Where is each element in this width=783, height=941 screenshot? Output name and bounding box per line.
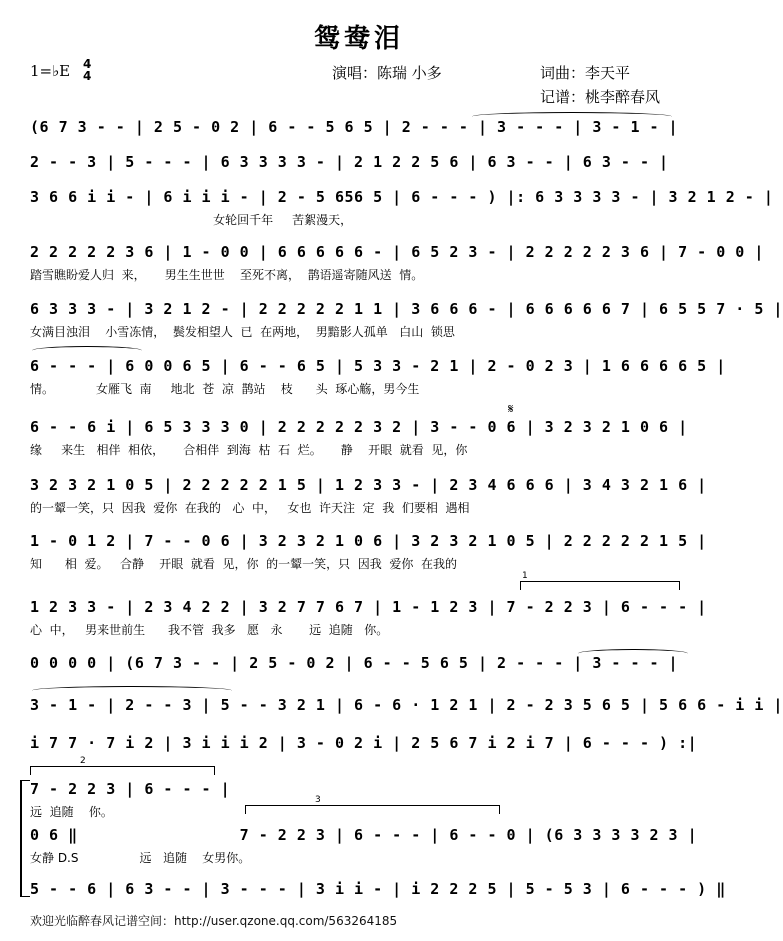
volta-bracket-3: 3: [245, 805, 500, 806]
volta-bracket-2: 2: [30, 766, 215, 767]
score-row: [30, 153, 690, 193]
score-row: [30, 826, 698, 866]
score-row: [30, 300, 783, 340]
score-row: [30, 418, 690, 458]
notes-line: 2 2 2 2 2 3 6 | 1 - 0 0 | 6 6 6 6 6 - | 6 5 2 3 - | 2 2 2 2 2 3 6 | 7 - 0 0 |: [30, 243, 764, 261]
notes-line: (6 7 3 - - | 2 5 - 0 2 | 6 - - 5 6 5 | 2 - - - | 3 - - - | 3 - 1 - |: [30, 118, 679, 136]
tie-arc: [472, 112, 672, 121]
lyrics-line: 踏雪瞧盼爱人归 来， 男生生世世 至死不离， 鹊语遥寄随风送 情。: [30, 268, 424, 282]
singers-credit: 演唱：陈瑞 小多: [332, 64, 442, 82]
lyrics-line: 的一颦一笑，只 因我 爱你 在我的 心 中， 女也 许天注 定 我 们要相 遇相: [30, 501, 470, 515]
notes-line: 3 - 1 - | 2 - - 3 | 5 - - 3 2 1 | 6 - 6 · 1 2 1 | 2 - 2 3 5 6 5 | 5 6 6 - i i |: [30, 696, 783, 714]
key-signature: 1=♭E: [30, 62, 71, 80]
score-row: [30, 243, 764, 283]
time-signature: [83, 58, 91, 82]
footer-credit: 欢迎光临醉春风记谱空间：http://user.qzone.qq.com/563264185: [30, 914, 398, 928]
segno-sign: 𝄋: [508, 402, 514, 417]
tie-arc: [32, 346, 142, 355]
lyrics-line: 情。 女雁飞 南 地北 苍 凉 鹊站 枝 头 琢心觞，男今生: [30, 382, 420, 396]
notes-line: 7 - 2 2 3 | 6 - - - |: [30, 780, 231, 798]
notes-line: 1 2 3 3 - | 2 3 4 2 2 | 3 2 7 7 6 7 | 1 - 1 2 3 | 7 - 2 2 3 | 6 - - - |: [30, 598, 707, 616]
lyrics-line: 心 中， 男来世前生 我不管 我多 愿 永 远 追随 你。: [30, 623, 389, 637]
notes-line: 6 3 3 3 - | 3 2 1 2 - | 2 2 2 2 2 1 1 | 3 6 6 6 - | 6 6 6 6 6 7 | 6 5 5 7 · 5 |: [30, 300, 783, 318]
transcriber-credit: 记谱：桃李醉春风: [540, 88, 661, 106]
notes-line: 2 - - 3 | 5 - - - | 6 3 3 3 3 - | 2 1 2 2 5 6 | 6 3 - - | 6 3 - - |: [30, 153, 669, 171]
score-row: [30, 188, 774, 228]
lyrics-line: 女轮回千年 苦絮漫天，: [30, 213, 353, 227]
volta-bracket-1: 1: [520, 581, 680, 582]
notes-line: 3 2 3 2 1 0 5 | 2 2 2 2 2 1 5 | 1 2 3 3 - | 2 3 4 6 6 6 | 3 4 3 2 1 6 |: [30, 476, 707, 494]
notes-line: 0 6 ‖ 7 - 2 2 3 | 6 - - - | 6 - - 0 | (6 3 3 3 3 2 3 |: [30, 826, 698, 844]
time-signature-bottom: 4: [83, 69, 92, 83]
notes-line: 6 - - - | 6 0 0 6 5 | 6 - - 6 5 | 5 3 3 - 2 1 | 2 - 0 2 3 | 1 6 6 6 6 5 |: [30, 357, 726, 375]
lyrics-line: 缘 来生 相伴 相依， 合相伴 到海 枯 石 烂。 静 开眼 就看 见，你: [30, 443, 468, 457]
score-row: [30, 780, 690, 820]
tie-arc: [578, 649, 688, 658]
notes-line: 5 - - 6 | 6 3 - - | 3 - - - | 3 i i - | i 2 2 2 5 | 5 - 5 3 | 6 - - - ) ‖: [30, 880, 726, 898]
time-signature-top: 4: [83, 57, 92, 71]
notes-line: 0 0 0 0 | (6 7 3 - - | 2 5 - 0 2 | 6 - - 5 6 5 | 2 - - - | 3 - - - |: [30, 654, 679, 672]
lyrics-line: 远 追随 你。: [30, 805, 113, 819]
notes-line: 6 - - 6 i | 6 5 3 3 3 0 | 2 2 2 2 2 3 2 | 3 - - 0 6 | 3 2 3 2 1 0 6 |: [30, 418, 688, 436]
score-row: [30, 598, 707, 638]
lyrics-line: 女满目浊泪 小雪冻情， 鬓发相望人 已 在两地， 男黯影人孤单 白山 锁思: [30, 325, 455, 339]
score-row: [30, 734, 698, 774]
ending-brace: [20, 780, 30, 897]
composer-credit: 词曲：李天平: [540, 64, 631, 82]
score-row: [30, 118, 690, 158]
notes-line: 3 6 6 i i - | 6 i i i - | 2 - 5 656 5 | 6 - - - ) |: 6 3 3 3 3 - | 3 2 1 2 - |: [30, 188, 774, 206]
lyrics-line: 女静 D.S 远 追随 女男你。: [30, 851, 251, 865]
score-row: [30, 357, 726, 397]
notes-line: 1 - 0 1 2 | 7 - - 0 6 | 3 2 3 2 1 0 6 | 3 2 3 2 1 0 5 | 2 2 2 2 2 1 5 |: [30, 532, 707, 550]
song-title: 鸳鸯泪: [313, 24, 404, 54]
score-row: [30, 696, 783, 736]
tie-arc: [32, 686, 232, 695]
lyrics-line: 知 相 爱。 合静 开眼 就看 见，你 的一颦一笑，只 因我 爱你 在我的: [30, 557, 457, 571]
notes-line: i 7 7 · 7 i 2 | 3 i i i 2 | 3 - 0 2 i | 2 5 6 7 i 2 i 7 | 6 - - - ) :|: [30, 734, 698, 752]
score-row: [30, 476, 707, 516]
score-row: [30, 532, 707, 572]
